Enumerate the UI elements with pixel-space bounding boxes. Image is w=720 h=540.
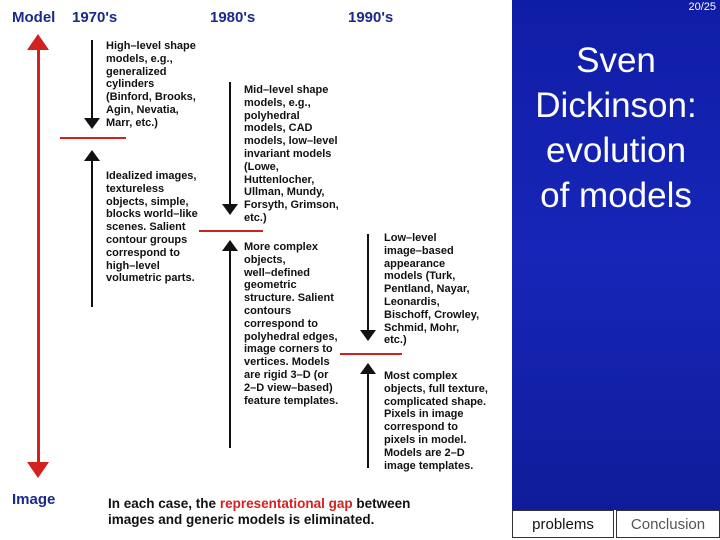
col3-top-line [367,234,369,334]
axis-arrow-down-icon [27,462,49,478]
col2-model-text: Mid–level shape models, e.g., polyhedral models, CAD models, low–level invariant models (Lowe, Huttenlocher, Ullman, Mundy, Forsyth, Grimson, etc.) [244,84,339,224]
col2-gap-line [199,230,263,232]
nav-problems-link[interactable]: problems [512,510,614,538]
gap-caption [108,496,410,528]
decade-1990s-header: 1990's [348,9,394,26]
footer-nav [512,510,720,540]
axis-model-label: Model [12,9,56,26]
caption-line2: images and generic models is eliminated. [108,512,375,527]
caption-part2: between [352,496,411,511]
col2-bottom-line [229,250,231,448]
col2-down-arrow-icon [222,204,238,215]
title-line-4: of models [540,176,692,215]
col3-model-text: Low–level image–based appearance models (Turk, Pentland, Nayar, Leonardis, Bischoff, Crowley, Schmid, Mohr, etc.) [384,232,480,347]
decade-1970s-header: 1970's [72,9,118,26]
col1-model-text: High–level shape models, e.g., generalized cylinders (Binford, Brooks, Agin, Nevatia, Marr, etc.) [106,40,196,129]
slide-title [512,38,720,218]
col1-image-text: Idealized images, textureless objects, simple, blocks world–like scenes. Salient contour groups correspond to high–level volumetric parts. [106,170,198,285]
col2-image-text: More complex objects, well–defined geometric structure. Salient contours correspond to polyhedral edges, image corners to vertices. Models are rigid 3–D (or 2–D view–based) feature templates. [244,241,339,407]
nav-conclusion-link[interactable]: Conclusion [616,510,720,538]
decade-1980s-header: 1980's [210,9,256,26]
caption-part1: In each case, the [108,496,220,511]
axis-arrow-shaft [37,48,40,464]
page-number: 20/25 [688,1,716,13]
col1-gap-line [60,137,126,139]
col3-gap-line [340,353,402,355]
col3-down-arrow-icon [360,330,376,341]
col1-top-line [91,40,93,122]
col1-down-arrow-icon [84,118,100,129]
title-panel [512,0,720,510]
title-line-2: Dickinson: [535,86,697,125]
caption-highlight: representational gap [219,496,353,511]
title-line-1: Sven [576,41,656,80]
col3-bottom-line [367,373,369,468]
col2-top-line [229,82,231,208]
col3-image-text: Most complex objects, full texture, complicated shape. Pixels in image correspond to pixels in model. Models are 2–D image templates. [384,370,488,472]
title-line-3: evolution [545,131,687,170]
axis-image-label: Image [12,491,56,508]
col1-bottom-line [91,160,93,307]
